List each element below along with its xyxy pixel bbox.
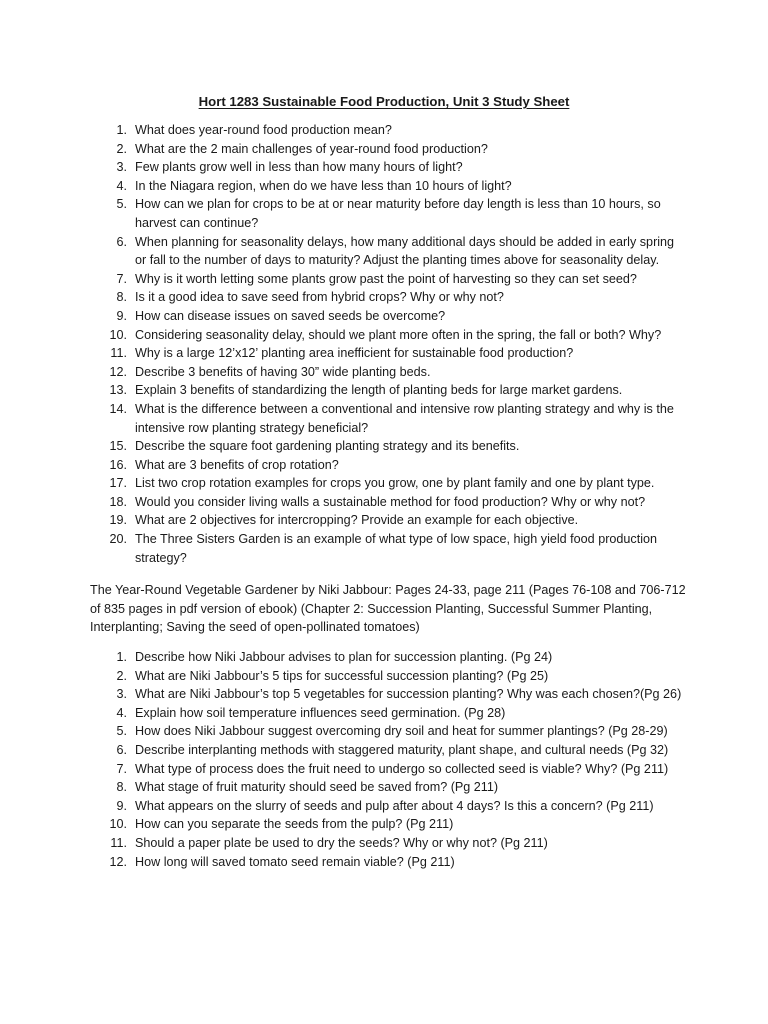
question-number: 5. [116,197,127,212]
question-number: 19. [109,513,127,528]
question-item [108,456,688,475]
question-text: How long will saved tomato seed remain viable? (Pg 211) [135,854,455,869]
question-number: 4. [116,178,127,193]
question-item [108,381,688,400]
question-number: 13. [109,383,127,398]
question-text: The Three Sisters Garden is an example of what type of low space, high yield food production strategy? [135,532,658,565]
question-text: How can we plan for crops to be at or near maturity before day length is less than 10 hours, so harvest can continue? [135,197,661,230]
question-text: What is the difference between a conventional and intensive row planting strategy and why is the intensive row planting strategy beneficial? [135,401,674,435]
question-item [108,195,688,232]
question-item [108,511,688,530]
question-item [108,437,688,456]
question-text: What are Niki Jabbour’s 5 tips for successful succession planting? (Pg 25) [135,668,549,683]
question-number: 7. [116,761,127,776]
question-item [108,704,688,723]
question-number: 14. [109,401,127,416]
question-text: What are 2 objectives for intercropping? Provide an example for each objective. [135,513,579,528]
question-text: Explain 3 benefits of standardizing the length of planting beds for large market gardens. [135,383,623,398]
question-text: What stage of fruit maturity should seed be saved from? (Pg 211) [135,780,499,795]
question-text: How can you separate the seeds from the pulp? (Pg 211) [135,817,454,832]
question-text: What are 3 benefits of crop rotation? [135,457,339,472]
question-item [108,474,688,493]
question-number: 4. [116,705,127,720]
question-number: 1. [116,123,127,137]
question-item [108,121,688,140]
question-number: 20. [109,532,127,547]
question-text: How can disease issues on saved seeds be overcome? [135,308,446,323]
question-item [108,853,688,872]
question-number: 16. [109,457,127,472]
question-number: 1. [116,650,127,664]
question-number: 9. [116,308,127,323]
reading-questions-list [108,648,688,871]
question-text: Describe how Niki Jabbour advises to plan for succession planting. (Pg 24) [135,650,553,664]
question-number: 2. [116,668,127,683]
question-number: 11. [110,346,127,361]
question-number: 8. [116,290,127,305]
unit-questions-list [108,121,688,567]
question-text: Why is a large 12’x12’ planting area inefficient for sustainable food production? [135,346,574,361]
question-number: 7. [116,271,127,286]
question-text: What appears on the slurry of seeds and pulp after about 4 days? Is this a concern? (Pg 211) [135,798,654,813]
question-text: What are Niki Jabbour’s top 5 vegetables for succession planting? Why was each chosen?(Pg 26) [135,687,682,702]
question-item [108,815,688,834]
question-item [108,685,688,704]
question-item [108,493,688,512]
question-text: When planning for seasonality delays, how many additional days should be added in early spring or fall to the number of days to maturity? Adjust the planting times above for seasonality delay. [135,234,675,268]
question-item [108,760,688,779]
question-item [108,140,688,159]
question-item [108,722,688,741]
question-number: 8. [116,780,127,795]
question-number: 10. [109,817,127,832]
question-text: In the Niagara region, when do we have less than 10 hours of light? [135,178,512,193]
question-item [108,158,688,177]
question-text: What are the 2 main challenges of year-round food production? [135,141,488,156]
question-item [108,400,688,437]
question-item [108,778,688,797]
question-text: Why is it worth letting some plants grow past the point of harvesting so they can set seed? [135,271,637,286]
question-item [108,288,688,307]
question-number: 6. [116,234,127,249]
question-item [108,344,688,363]
document-title: Hort 1283 Sustainable Food Production, Unit 3 Study Sheet [198,94,570,109]
question-item [108,667,688,686]
question-text: Is it a good idea to save seed from hybrid crops? Why or why not? [135,290,504,305]
question-number: 10. [109,327,127,342]
question-text: What type of process does the fruit need to undergo so collected seed is viable? Why? (Pg 211) [135,761,669,776]
question-number: 11. [110,835,127,850]
question-text: Explain how soil temperature influences seed germination. (Pg 28) [135,705,506,720]
question-item [108,834,688,853]
question-item [108,307,688,326]
question-text: Considering seasonality delay, should we plant more often in the spring, the fall or both? Why? [135,327,662,342]
question-item [108,326,688,345]
question-text: What does year-round food production mean? [135,123,392,137]
question-number: 18. [109,494,127,509]
question-number: 12. [109,854,127,869]
question-text: Would you consider living walls a sustainable method for food production? Why or why not? [135,494,646,509]
question-text: Describe interplanting methods with staggered maturity, plant shape, and cultural needs (Pg 32) [135,742,669,757]
question-number: 3. [116,160,127,175]
question-number: 5. [116,724,127,739]
question-text: Should a paper plate be used to dry the seeds? Why or why not? (Pg 211) [135,835,548,850]
question-number: 6. [116,742,127,757]
question-item [108,648,688,667]
question-text: Describe 3 benefits of having 30” wide planting beds. [135,364,431,379]
question-item [108,741,688,760]
question-number: 17. [109,476,127,491]
question-item [108,233,688,270]
question-number: 3. [116,687,127,702]
question-number: 12. [109,364,127,379]
question-text: Few plants grow well in less than how many hours of light? [135,160,463,175]
question-number: 15. [109,439,127,454]
question-number: 9. [116,798,127,813]
question-item [108,270,688,289]
question-text: How does Niki Jabbour suggest overcoming dry soil and heat for summer plantings? (Pg 28-29) [135,724,668,739]
question-item [108,363,688,382]
question-number: 2. [116,141,127,156]
question-text: List two crop rotation examples for crops you grow, one by plant family and one by plant type. [135,476,655,491]
question-item [108,177,688,196]
question-item [108,530,688,567]
question-item [108,797,688,816]
reading-intro: The Year-Round Vegetable Gardener by Niki Jabbour: Pages 24-33, page 211 (Pages 76-108 and 706-712 of 835 pages in pdf version of ebook) (Chapter 2: Succession Planting, Successful Summer Planting, Interplanting; Saving the seed of open-pollinated tomatoes) [90,583,686,635]
question-text: Describe the square foot gardening planting strategy and its benefits. [135,439,520,454]
